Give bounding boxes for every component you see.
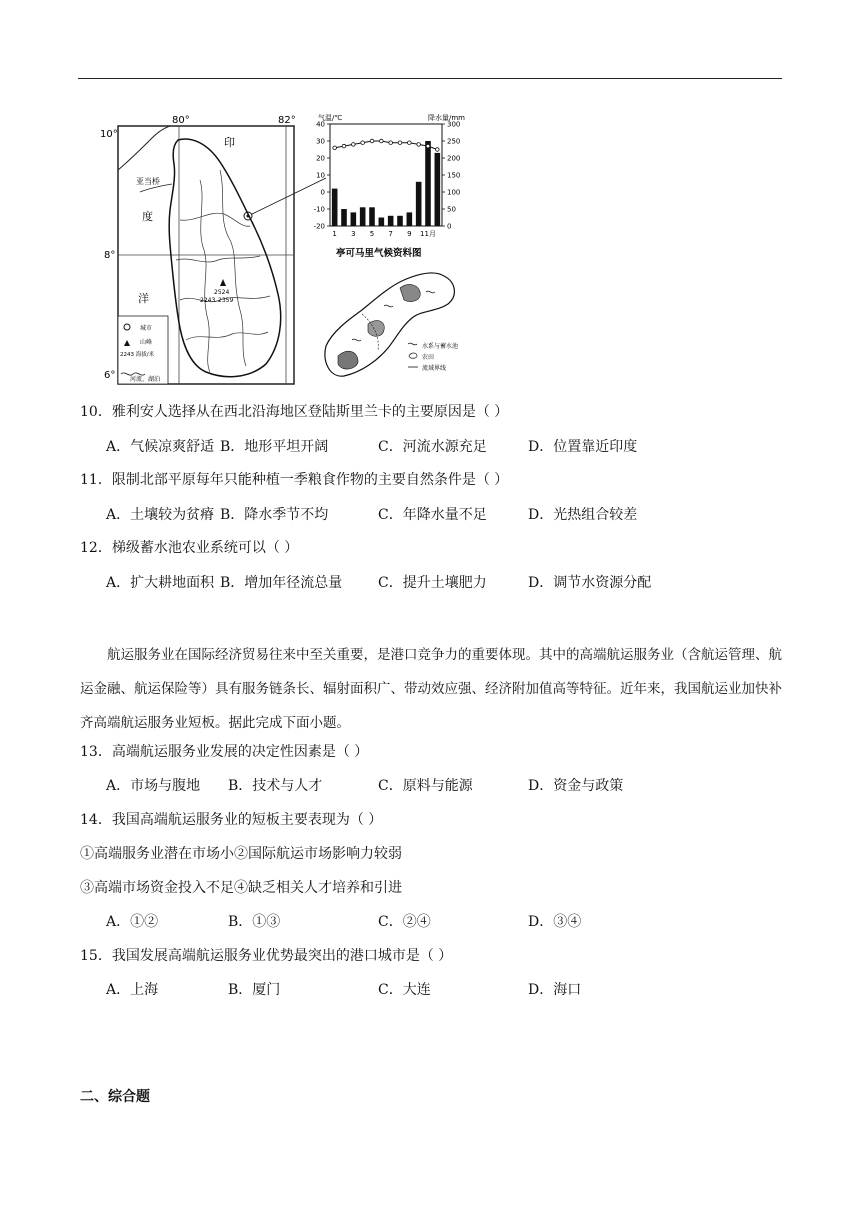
x-tick-label: 9 (407, 230, 412, 238)
y-left-tick-label: 10 (316, 171, 325, 180)
q14-statement-line-2: ③高端市场资金投入不足④缺乏相关人才培养和引进 (80, 880, 402, 896)
x-tick-label: 7 (388, 230, 393, 238)
river (186, 332, 268, 340)
q13-option-b[interactable]: B．技术与人才 (228, 778, 323, 794)
x-tick-label: 3 (351, 230, 356, 238)
city-dot (247, 215, 250, 218)
chart-precip-bars (332, 141, 440, 226)
question-12-stem: 12．梯级蓄水池农业系统可以（ ） (80, 540, 299, 556)
chart-x-axis (332, 230, 436, 238)
precip-bar-3 (351, 212, 357, 226)
precip-bar-9 (407, 212, 413, 226)
q11-option-b[interactable]: B．降水季节不均 (220, 507, 329, 523)
precip-bar-7 (388, 216, 394, 226)
temp-point-12 (436, 148, 440, 152)
q15-option-b[interactable]: B．厦门 (228, 982, 281, 998)
q12-option-b[interactable]: B．增加年径流总量 (220, 575, 343, 591)
peak-2524: 2524 (214, 289, 230, 296)
temp-point-1 (333, 146, 337, 150)
legend-city-label: 城市 (140, 325, 153, 332)
figure-sri-lanka (100, 110, 480, 390)
reading-passage (80, 638, 785, 740)
chart-y-left-axis (314, 121, 330, 231)
q11-option-a[interactable]: A．土壤较为贫瘠 (106, 507, 215, 523)
q15-option-d[interactable]: D．海口 (528, 982, 582, 998)
temp-point-4 (361, 141, 365, 145)
inset-legend-field: 农田 (422, 354, 435, 361)
x-tick-label: 5 (369, 230, 375, 238)
q10-option-d[interactable]: D．位置靠近印度 (528, 439, 638, 455)
q14-option-d[interactable]: D．③④ (528, 914, 582, 930)
question-10-stem: 10．雅利安人选择从在西北沿海地区登陆斯里兰卡的主要原因是（ ） (80, 404, 509, 420)
precip-bar-6 (379, 218, 385, 227)
temp-point-7 (389, 141, 393, 145)
q15-option-a[interactable]: A．上海 (106, 982, 159, 998)
y-right-tick-label: 300 (447, 120, 461, 129)
q15-option-c[interactable]: C．大连 (378, 982, 431, 998)
y-right-tick-label: 200 (447, 154, 461, 163)
q13-option-d[interactable]: D．资金与政策 (528, 778, 624, 794)
temp-point-2 (342, 144, 346, 148)
legend-peak-label: 山峰 (140, 339, 153, 346)
chart-y-right-axis (442, 121, 460, 231)
q11-option-c[interactable]: C．年降水量不足 (378, 507, 487, 523)
temp-point-8 (398, 141, 402, 145)
precip-bar-8 (397, 216, 403, 226)
x-tick-label: 11月 (420, 230, 436, 238)
y-right-tick-label: 50 (447, 205, 456, 214)
header-rule (78, 78, 782, 79)
india-coast (118, 126, 170, 170)
lat-label-6: 6° (104, 370, 116, 381)
peak-icon (220, 279, 226, 286)
inset-legend-field-icon (409, 353, 417, 358)
q12-option-a[interactable]: A．扩大耕地面积 (106, 575, 215, 591)
section-title: 二、综合题 (80, 1089, 150, 1105)
y-right-tick-label: 150 (447, 171, 461, 180)
island-outline (169, 139, 281, 377)
x-tick-label: 1 (332, 230, 337, 238)
q14-option-b[interactable]: B．①③ (228, 914, 281, 930)
y-left-tick-label: 40 (316, 120, 325, 129)
temp-point-11 (426, 144, 430, 148)
y-left-tick-label: 0 (320, 188, 325, 197)
label-india-yin: 印 (224, 136, 235, 149)
label-ocean: 洋 (138, 292, 149, 305)
question-11-stem: 11．限制北部平原每年只能种植一季粮食作物的主要自然条件是（ ） (80, 472, 509, 488)
precip-bar-12 (435, 153, 441, 226)
temp-point-10 (417, 143, 421, 147)
q10-option-b[interactable]: B．地形平坦开阔 (220, 439, 329, 455)
lat-label-10: 10° (100, 129, 118, 140)
precip-bar-11 (425, 141, 431, 226)
y-left-tick-label: 30 (316, 137, 325, 146)
q10-option-c[interactable]: C．河流水源充足 (378, 439, 487, 455)
q12-option-d[interactable]: D．调节水资源分配 (528, 575, 652, 591)
precip-bar-2 (341, 209, 347, 226)
inset-legend-water: 水系与蓄水池 (422, 343, 459, 350)
y-right-tick-label: 100 (447, 188, 461, 197)
temp-point-3 (352, 143, 356, 147)
precip-bar-1 (332, 189, 338, 226)
river (176, 256, 260, 262)
lon-label-82: 82° (278, 115, 296, 126)
temp-point-5 (370, 139, 374, 143)
question-15-stem: 15．我国发展高端航运服务业优势最突出的港口城市是（ ） (80, 948, 453, 964)
question-13-stem: 13．高端航运服务业发展的决定性因素是（ ） (80, 744, 369, 760)
chart-left-unit: 气温/℃ (318, 114, 343, 122)
q12-option-c[interactable]: C．提升土壤肥力 (378, 575, 487, 591)
peak-2359: 2359 (218, 297, 234, 304)
river (180, 213, 250, 226)
peak-2243: 2243 (200, 297, 216, 304)
legend-elevation-label: 2243 海拔/米 (120, 352, 155, 358)
label-adams-bridge: 亚当桥 (136, 177, 160, 186)
temp-point-6 (380, 139, 384, 143)
inset-map (325, 273, 454, 376)
y-left-tick-label: -20 (313, 222, 325, 231)
label-india-du: 度 (142, 210, 153, 223)
q13-option-c[interactable]: C．原料与能源 (378, 778, 473, 794)
chart-caption: 亭可马里气候资料图 (336, 248, 422, 259)
lon-label-80: 80° (172, 115, 190, 126)
chart-right-unit: 降水量/mm (428, 114, 465, 122)
q10-option-a[interactable]: A．气候凉爽舒适 (106, 439, 215, 455)
q14-option-a[interactable]: A．①② (106, 914, 159, 930)
river (200, 180, 210, 372)
y-left-tick-label: 20 (316, 154, 325, 163)
passage-paragraph: 航运服务业在国际经济贸易往来中至关重要，是港口竞争力的重要体现。其中的高端航运服务业（含航运管理、航运金融、航运保险等）具有服务链条长、辐射面积广、带动效应强、经济附加值高等特征。近年来，我国航运业加快补齐高端航运服务业短板。据此完成下面小题。 (80, 647, 782, 731)
chart-temp-line (335, 141, 438, 150)
question-14-stem: 14．我国高端航运服务业的短板主要表现为（ ） (80, 812, 383, 828)
q14-statement-line-1: ①高端服务业潜在市场小②国际航运市场影响力较弱 (80, 846, 402, 862)
precip-bar-4 (360, 207, 366, 226)
precip-bar-10 (416, 182, 422, 226)
y-left-tick-label: -10 (313, 205, 325, 214)
y-right-tick-label: 0 (447, 222, 452, 231)
q13-option-a[interactable]: A．市场与腹地 (106, 778, 201, 794)
precip-bar-5 (369, 207, 375, 226)
y-right-tick-label: 250 (447, 137, 461, 146)
q11-option-d[interactable]: D．光热组合较差 (528, 507, 638, 523)
legend-river-label: 河流、湖泊 (130, 376, 161, 383)
inset-legend-boundary: 流域界线 (422, 365, 447, 372)
inset-legend-water-icon (408, 343, 417, 345)
figure-svg (100, 110, 480, 390)
q14-option-c[interactable]: C．②④ (378, 914, 431, 930)
lat-label-8: 8° (104, 250, 116, 261)
temp-point-9 (408, 141, 412, 145)
